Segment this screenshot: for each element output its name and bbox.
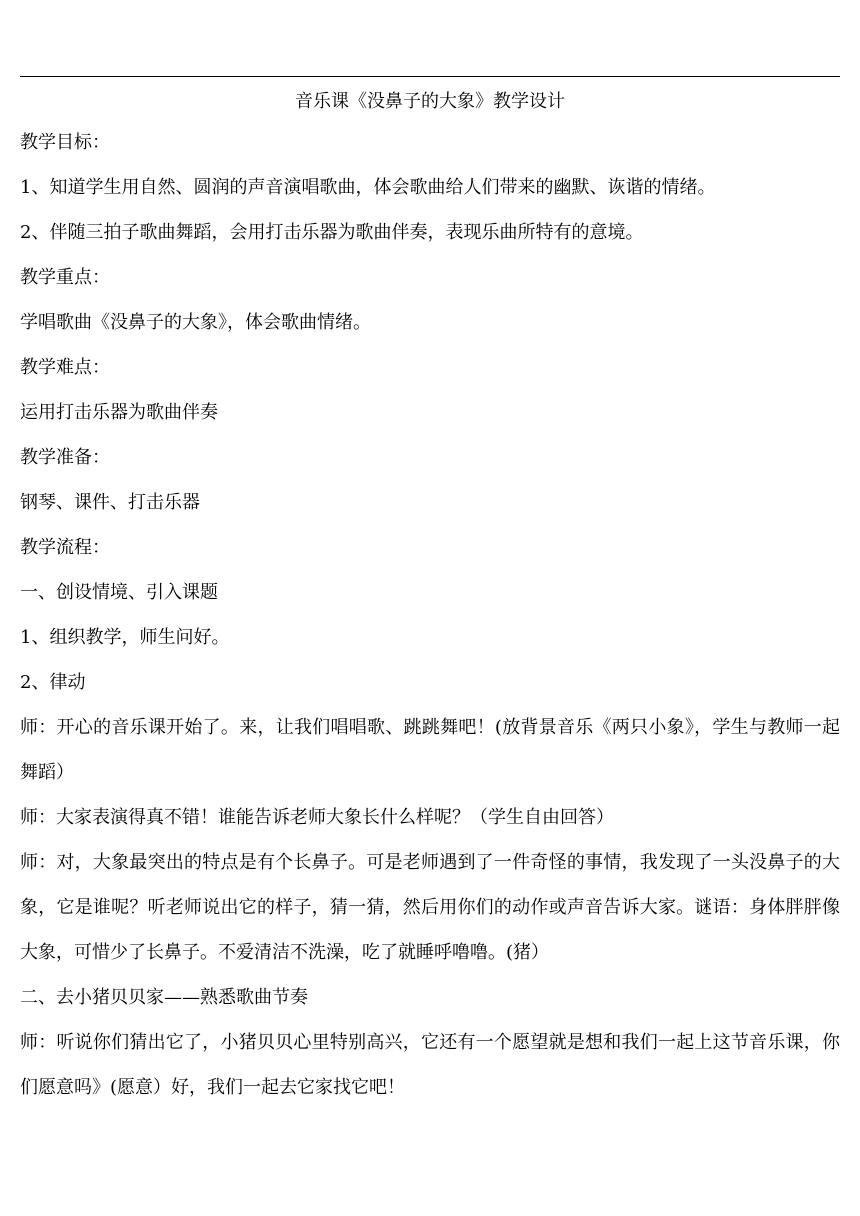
goal-item-2: 2、伴随三拍子歌曲舞蹈，会用打击乐器为歌曲伴奏，表现乐曲所特有的意境。 — [20, 222, 644, 243]
goal-item-1: 1、知道学生用自然、圆润的声音演唱歌曲，体会歌曲给人们带来的幽默、诙谐的情绪。 — [20, 177, 716, 198]
preparation-text: 钢琴、课件、打击乐器 — [20, 492, 200, 513]
document-body — [20, 84, 840, 1110]
heading-process: 教学流程： — [20, 537, 110, 558]
document-title: 音乐课《没鼻子的大象》教学设计 — [295, 91, 565, 112]
heading-teaching-goals: 教学目标： — [20, 132, 110, 153]
process-step-1: 1、组织教学，师生问好。 — [20, 627, 230, 648]
key-point-text: 学唱歌曲《没鼻子的大象》，体会歌曲情绪。 — [20, 312, 371, 333]
heading-difficulties: 教学难点： — [20, 357, 110, 378]
teacher-paragraph-2: 师：大家表演得真不错！谁能告诉老师大象长什么样呢？（学生自由回答） — [20, 807, 614, 828]
process-step-2: 2、律动 — [20, 672, 86, 693]
heading-key-points: 教学重点： — [20, 267, 110, 288]
section-heading-1: 一、创设情境、引入课题 — [20, 582, 218, 603]
header-rule — [20, 76, 840, 77]
teacher-paragraph-4: 师：听说你们猜出它了，小猪贝贝心里特别高兴，它还有一个愿望就是想和我们一起上这节音乐课，你们愿意吗》(愿意）好，我们一起去它家找它吧！ — [20, 1032, 840, 1098]
teacher-paragraph-1: 师：开心的音乐课开始了。来，让我们唱唱歌、跳跳舞吧！(放背景音乐《两只小象》，学生与教师一起舞蹈） — [20, 717, 840, 783]
section-heading-2: 二、去小猪贝贝家——熟悉歌曲节奏 — [20, 987, 308, 1008]
difficulty-text: 运用打击乐器为歌曲伴奏 — [20, 402, 218, 423]
heading-preparation: 教学准备： — [20, 447, 110, 468]
teacher-paragraph-3: 师：对，大象最突出的特点是有个长鼻子。可是老师遇到了一件奇怪的事情，我发现了一头没鼻子的大象，它是谁呢？听老师说出它的样子，猜一猜，然后用你们的动作或声音告诉大家。谜语：身体胖胖像大象，可惜少了长鼻子。不爱清洁不洗澡，吃了就睡呼噜噜。(猪） — [20, 852, 840, 963]
